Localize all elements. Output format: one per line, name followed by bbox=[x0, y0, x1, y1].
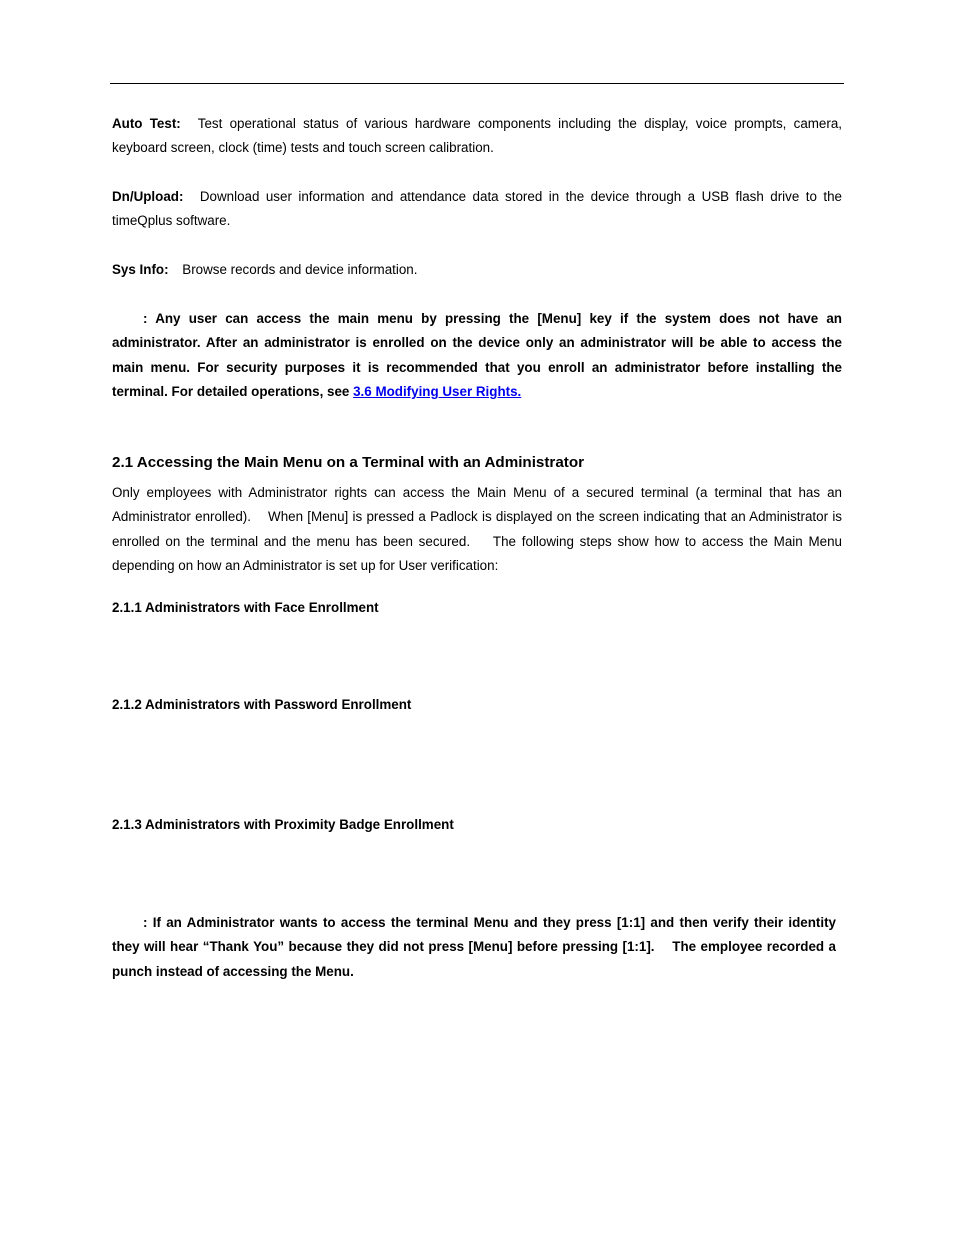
sys-info-paragraph bbox=[112, 258, 842, 282]
punch-note bbox=[112, 911, 836, 984]
sys-info-text: Browse records and device information. bbox=[182, 262, 418, 277]
subsection-badge-heading: 2.1.3 Administrators with Proximity Badge Enrollment bbox=[112, 817, 454, 832]
subsection-face-heading: 2.1.1 Administrators with Face Enrollment bbox=[112, 600, 379, 615]
note-text: Any user can access the main menu by pressing the [Menu] key if the system does not have an administrator. After an administrator is enrolled on the device only an administrator will be able to access the main menu. For security purposes it is recommended that you enroll an administrator before installing the terminal. For detailed operations, see bbox=[112, 311, 842, 399]
subsection-password-heading: 2.1.2 Administrators with Password Enrollment bbox=[112, 697, 412, 712]
section-body: Only employees with Administrator rights can access the Main Menu of a secured terminal (a terminal that has an Administrator enrolled). When [Menu] is pressed a Padlock is displayed on the screen indicating that an Administrator is enrolled on the terminal and the menu has been secured. The following steps show how to access the Main Menu depending on how an Administrator is set up for User verification: bbox=[112, 485, 842, 573]
dn-upload-term: Dn/Upload: bbox=[112, 189, 184, 204]
section-heading: 2.1 Accessing the Main Menu on a Terminal with an Administrator bbox=[112, 454, 585, 471]
header-rule bbox=[110, 83, 844, 84]
admin-note bbox=[112, 307, 842, 404]
auto-test-text: Test operational status of various hardware components including the display, voice prompts, camera, keyboard screen, clock (time) tests and touch screen calibration. bbox=[112, 116, 842, 156]
dn-upload-paragraph bbox=[112, 185, 842, 234]
auto-test-term: Auto Test: bbox=[112, 116, 181, 131]
sys-info-term: Sys Info: bbox=[112, 262, 169, 277]
note2-colon: : bbox=[143, 915, 148, 930]
note-colon: : bbox=[143, 311, 148, 326]
note2-text: If an Administrator wants to access the terminal Menu and they press [1:1] and then verify their identity they will hear “Thank You” because they did not press [Menu] before pressing [1:1]. The employee recorded a punch instead of accessing the Menu. bbox=[112, 915, 836, 979]
modifying-user-rights-link[interactable]: 3.6 Modifying User Rights. bbox=[353, 383, 522, 399]
dn-upload-text: Download user information and attendance data stored in the device through a USB flash drive to the timeQplus software. bbox=[112, 189, 842, 229]
auto-test-paragraph bbox=[112, 112, 842, 161]
